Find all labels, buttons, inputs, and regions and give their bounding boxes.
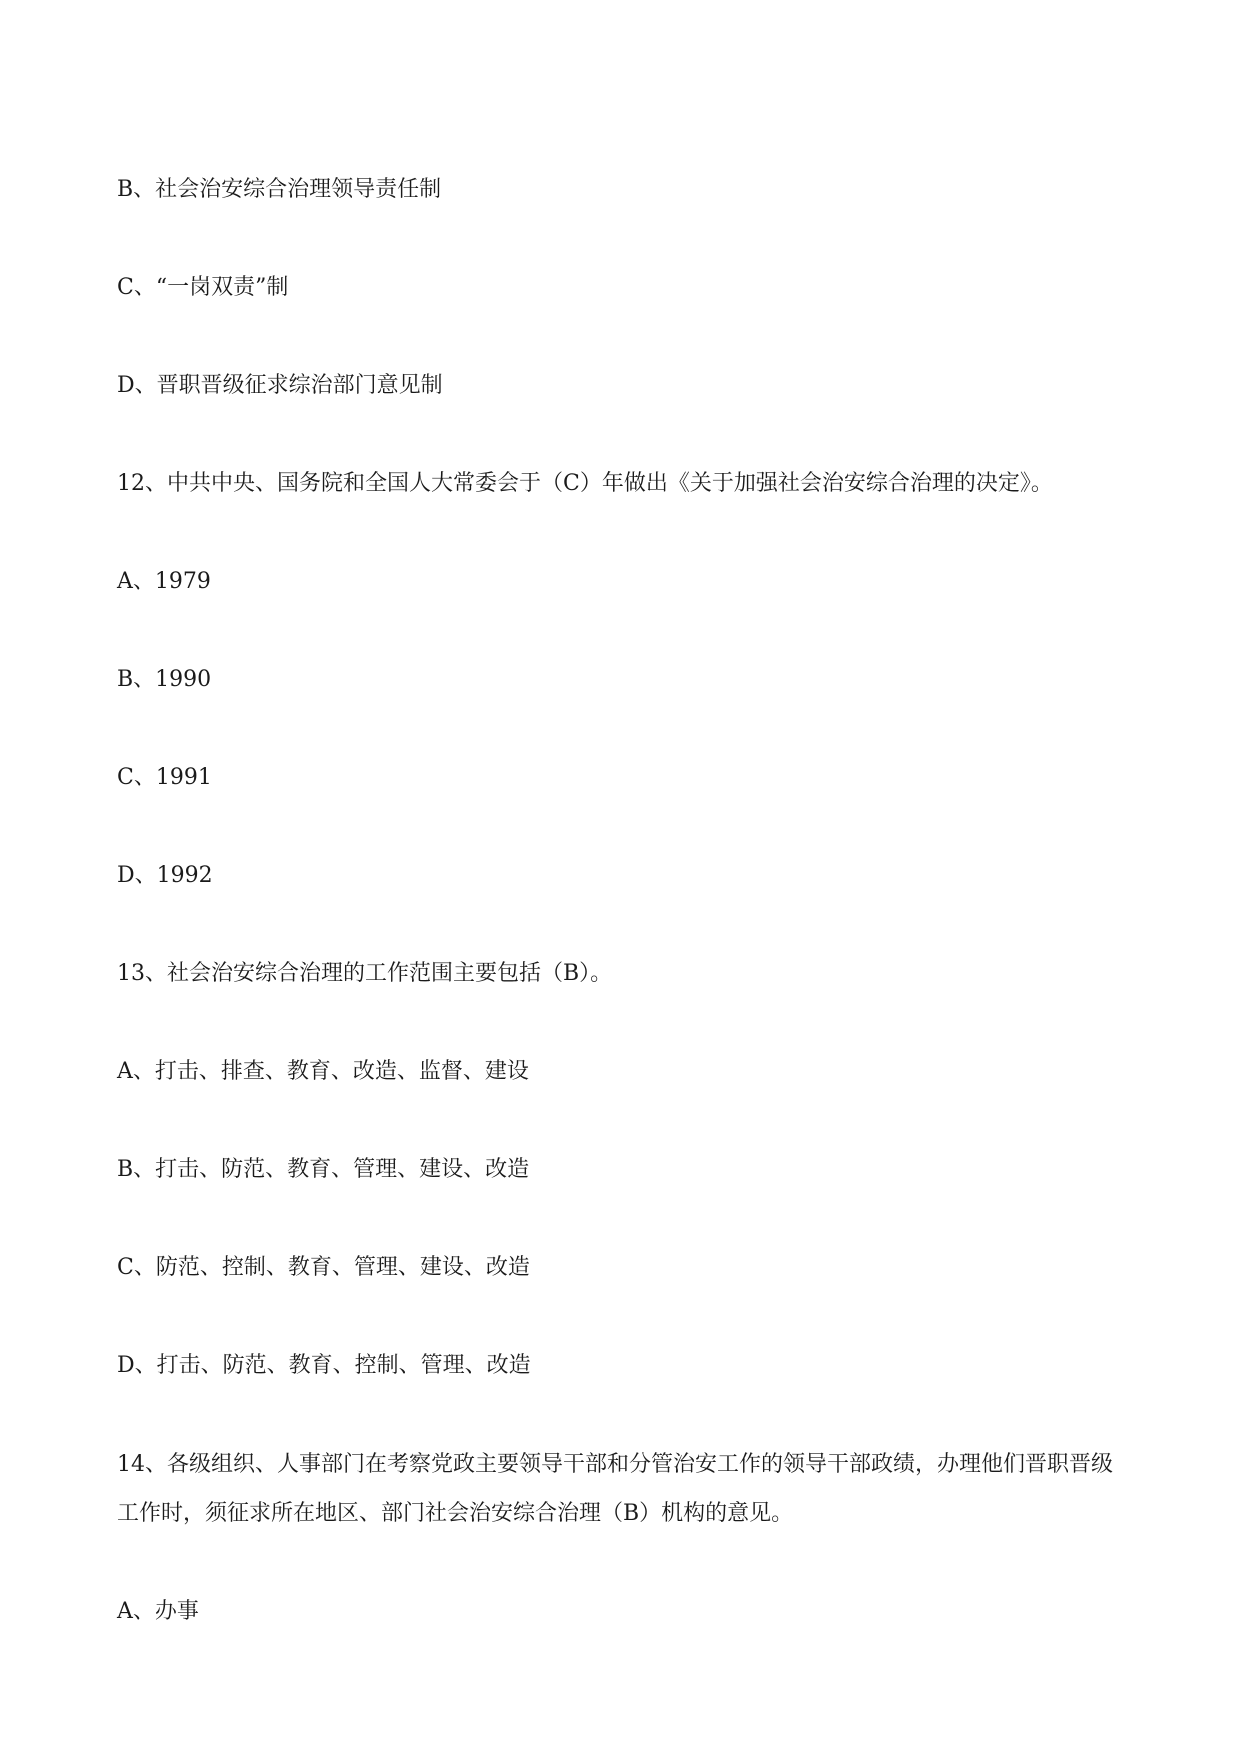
option-d-q13: D、打击、防范、教育、控制、管理、改造 — [117, 1353, 531, 1378]
option-c-q11: C、“一岗双责”制 — [117, 275, 289, 300]
option-a-q14: A、办事 — [117, 1599, 199, 1624]
option-d-q11: D、晋职晋级征求综治部门意见制 — [117, 373, 443, 398]
option-b-q11: B、社会治安综合治理领导责任制 — [117, 177, 442, 202]
question-12: 12、中共中央、国务院和全国人大常委会于（C）年做出《关于加强社会治安综合治理的决定》。 — [117, 471, 1053, 496]
option-d-q12: D、1992 — [117, 863, 213, 888]
question-14: 14、各级组织、人事部门在考察党政主要领导干部和分管治安工作的领导干部政绩，办理他们晋职晋级工作时，须征求所在地区、部门社会治安综合治理（B）机构的意见。 — [117, 1452, 1113, 1526]
option-b-q13: B、打击、防范、教育、管理、建设、改造 — [117, 1157, 530, 1182]
option-a-q13: A、打击、排查、教育、改造、监督、建设 — [117, 1059, 529, 1084]
question-13: 13、社会治安综合治理的工作范围主要包括（B）。 — [117, 961, 613, 986]
option-c-q12: C、1991 — [117, 765, 212, 790]
option-a-q12: A、1979 — [117, 569, 211, 594]
option-b-q12: B、1990 — [117, 667, 212, 692]
option-c-q13: C、防范、控制、教育、管理、建设、改造 — [117, 1255, 530, 1280]
